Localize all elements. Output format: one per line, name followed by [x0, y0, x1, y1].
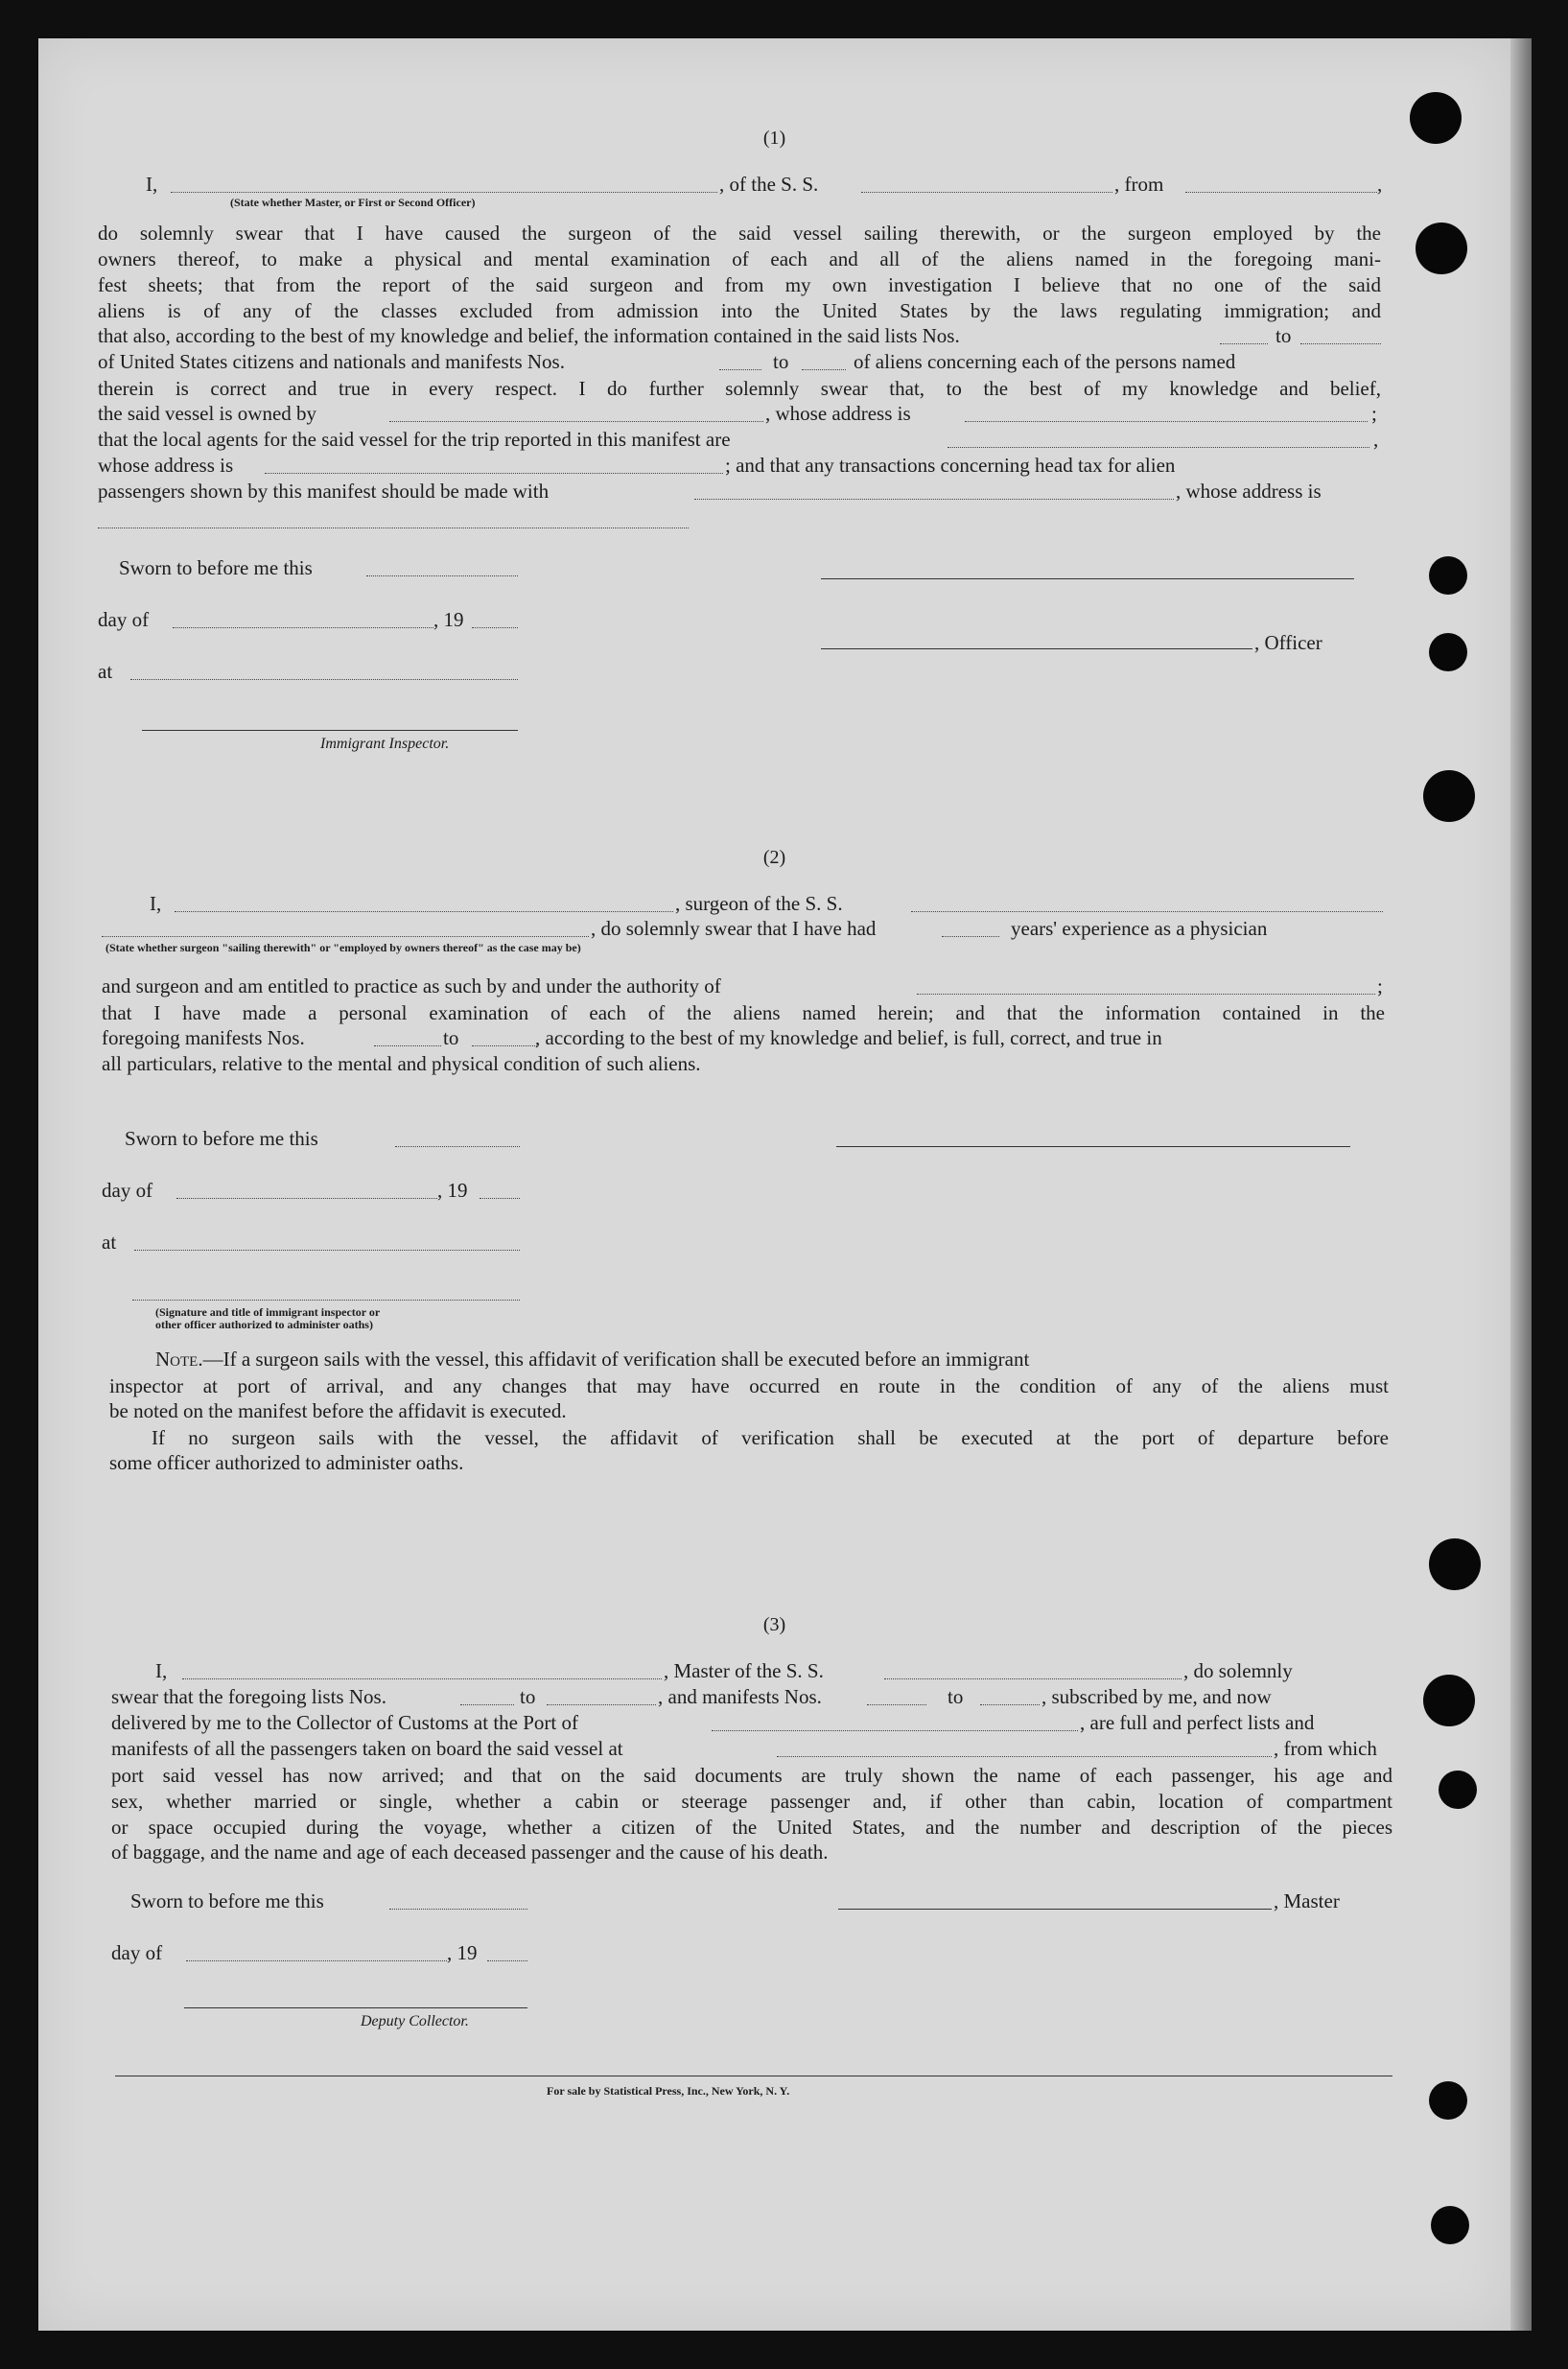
s1-officer-name-blank[interactable]: [171, 192, 717, 193]
s1-owner-blank[interactable]: [389, 421, 763, 422]
s1-owned-by-label: the said vessel is owned by: [98, 402, 317, 425]
s1-line5-to: to: [1275, 324, 1292, 347]
s2-years-blank[interactable]: [942, 936, 999, 937]
manifest-verification-page: [38, 38, 1510, 2331]
s2-note-line-2: inspector at port of arrival, and any changes that may have occurred en route in the condition of any of the aliens must: [109, 1374, 1389, 1397]
s2-year-blank[interactable]: [480, 1198, 520, 1199]
s1-inspector-caption: Immigrant Inspector.: [320, 736, 450, 752]
s1-line6-text-b: of aliens concerning each of the persons named: [854, 350, 1236, 373]
s2-day-of-label: day of: [102, 1179, 153, 1202]
s3-master-name-blank[interactable]: [182, 1678, 662, 1679]
s3-body-line-7: or space occupied during the voyage, whether a citizen of the United States, and the number and description of the pieces: [111, 1816, 1392, 1839]
s1-body-line-2: owners thereof, to make a physical and mental examination of each and all of the aliens named in the foregoing mani-: [98, 247, 1381, 270]
s2-sworn-label: Sworn to before me this: [125, 1127, 318, 1150]
s1-officer-signature-line[interactable]: [821, 578, 1354, 579]
s1-body-line-7: therein is correct and true in every respect. I do further solemnly swear that, to the best of my knowledge and belief,: [98, 377, 1381, 400]
binder-hole: [1431, 2206, 1469, 2244]
s2-signature-caption-1: (Signature and title of immigrant inspector or: [155, 1305, 381, 1319]
s3-sworn-date-blank[interactable]: [389, 1909, 527, 1910]
s1-from-port-blank[interactable]: [1185, 192, 1377, 193]
section-3-number: (3): [762, 1614, 786, 1635]
s3-body-line-5: port said vessel has now arrived; and that on the said documents are truly shown the name of each passenger, his age and: [111, 1764, 1392, 1787]
s1-agents-label: that the local agents for the said vessel for the trip reported in this manifest are: [98, 428, 731, 451]
s2-i-label: I,: [150, 892, 162, 915]
s3-list-from-blank[interactable]: [460, 1704, 514, 1705]
s1-year-label: , 19: [433, 608, 464, 631]
s2-year-label: , 19: [437, 1179, 468, 1202]
s1-of-ss-label: , of the S. S.: [719, 173, 819, 196]
s1-officer-caption: (State whether Master, or First or Second Officer): [230, 196, 476, 209]
s1-agent-address-blank[interactable]: [265, 473, 723, 474]
s2-note-line-4: If no surgeon sails with the vessel, the affidavit of verification shall be executed at the port of departure before: [152, 1426, 1389, 1449]
s1-owner-address-blank[interactable]: [965, 421, 1368, 422]
s2-manifest-to-blank[interactable]: [472, 1045, 537, 1046]
s1-list-to-blank[interactable]: [1300, 343, 1381, 344]
s3-taken-on-board-label: manifests of all the passengers taken on board the said vessel at: [111, 1737, 623, 1760]
s2-surgeon-of-ss-label: , surgeon of the S. S.: [675, 892, 843, 915]
page-edge-shadow: [1510, 38, 1532, 2331]
s3-deputy-signature-line[interactable]: [184, 2007, 527, 2008]
binder-hole: [1416, 223, 1467, 274]
s1-list-from-blank[interactable]: [1220, 343, 1268, 344]
s3-lists-label: swear that the foregoing lists Nos.: [111, 1685, 386, 1708]
s2-signature-caption-2: other officer authorized to administer oaths): [155, 1318, 373, 1331]
s1-line6-text: of United States citizens and nationals and manifests Nos.: [98, 350, 565, 373]
s1-manifest-from-blank[interactable]: [719, 369, 761, 370]
s2-at-blank[interactable]: [134, 1250, 520, 1251]
s1-manifest-to-blank[interactable]: [802, 369, 846, 370]
s2-surgeon-signature-line[interactable]: [836, 1146, 1350, 1147]
s1-month-blank[interactable]: [173, 627, 433, 628]
s3-year-blank[interactable]: [487, 1960, 527, 1961]
s3-deputy-caption: Deputy Collector.: [361, 2013, 469, 2029]
s2-years-experience-text: years' experience as a physician: [1011, 917, 1268, 940]
s2-ship-name-blank[interactable]: [911, 911, 1383, 912]
binder-hole: [1429, 1538, 1481, 1590]
s2-at-label: at: [102, 1231, 117, 1254]
s2-surgeon-caption: (State whether surgeon "sailing therewith" or "employed by owners thereof" as the case may be): [105, 941, 581, 954]
s3-port-label: delivered by me to the Collector of Customs at the Port of: [111, 1711, 578, 1734]
s1-ship-name-blank[interactable]: [861, 192, 1112, 193]
binder-hole: [1423, 1675, 1475, 1726]
s1-at-blank[interactable]: [130, 679, 518, 680]
s3-manifest-from-blank[interactable]: [867, 1704, 926, 1705]
s2-manifest-from-blank[interactable]: [374, 1045, 441, 1046]
binder-hole: [1410, 92, 1462, 144]
s3-do-solemnly-text: , do solemnly: [1183, 1659, 1293, 1682]
section-2-number: (2): [762, 847, 786, 868]
s3-embark-port-blank[interactable]: [777, 1756, 1272, 1757]
binder-hole: [1429, 633, 1467, 671]
s2-authority-text: and surgeon and am entitled to practice as such by and under the authority of: [102, 974, 721, 997]
s2-solemnly-swear-text: , do solemnly swear that I have had: [591, 917, 877, 940]
s1-end-comma: ,: [1377, 173, 1383, 196]
s3-manifests-label: , and manifests Nos.: [658, 1685, 822, 1708]
printer-footer: For sale by Statistical Press, Inc., New York, N. Y.: [547, 2084, 790, 2098]
s1-sworn-date-blank[interactable]: [366, 575, 518, 576]
s2-official-signature-line[interactable]: [132, 1300, 520, 1301]
s1-body-line-4: aliens is of any of the classes excluded from admission into the United States by the laws regulating immigration; and: [98, 299, 1381, 322]
s1-sworn-label: Sworn to before me this: [119, 556, 313, 579]
s2-line3-end: ;: [1377, 974, 1383, 997]
s1-body-line-3: fest sheets; that from the report of the said surgeon and from my own investigation I believe that no one of the said: [98, 273, 1381, 296]
s3-sworn-label: Sworn to before me this: [130, 1889, 324, 1912]
s1-body-line-1: do solemnly swear that I have caused the surgeon of the said vessel sailing therewith, or the surgeon employed by the: [98, 222, 1381, 245]
s2-line5-text-b: , according to the best of my knowledge and belief, is full, correct, and true in: [535, 1026, 1162, 1049]
s1-line5-text: that also, according to the best of my knowledge and belief, the information contained in the said lists Nos.: [98, 324, 960, 347]
s2-note-text-1: —If a surgeon sails with the vessel, this affidavit of verification shall be executed before an immigrant: [202, 1348, 1030, 1371]
s1-line6-to: to: [773, 350, 789, 373]
s1-agents-blank[interactable]: [948, 447, 1369, 448]
s1-inspector-signature-line[interactable]: [142, 730, 518, 731]
s1-officer-label: , Officer: [1254, 631, 1322, 654]
s1-owner-address-label: , whose address is: [765, 402, 911, 425]
s3-master-signature-line[interactable]: [838, 1909, 1272, 1910]
s2-note-label: Note.: [155, 1348, 203, 1371]
binder-hole: [1439, 1771, 1477, 1809]
s3-port-blank[interactable]: [712, 1730, 1078, 1731]
s1-transactions-label: passengers shown by this manifest should be made with: [98, 480, 550, 503]
s1-head-tax-text: ; and that any transactions concerning head tax for alien: [725, 454, 1176, 477]
s1-at-label: at: [98, 660, 113, 683]
s3-from-which-text: , from which: [1274, 1737, 1377, 1760]
s3-manifest-to-label: to: [948, 1685, 964, 1708]
s1-i-label: I,: [146, 173, 158, 196]
s3-master-label: , Master: [1274, 1889, 1340, 1912]
s1-transactions-address-label: , whose address is: [1176, 480, 1322, 503]
binder-hole: [1429, 2081, 1467, 2120]
s3-year-label: , 19: [447, 1941, 478, 1964]
s1-day-of-label: day of: [98, 608, 150, 631]
s2-note-line-5: some officer authorized to administer oaths.: [109, 1451, 464, 1474]
s1-officer-name-line[interactable]: [821, 648, 1252, 649]
s3-manifest-to-blank[interactable]: [980, 1704, 1040, 1705]
s1-transactions-blank[interactable]: [694, 499, 1174, 500]
s3-body-line-6: sex, whether married or single, whether a cabin or steerage passenger and, if other than cabin, location of compartment: [111, 1790, 1392, 1813]
s1-agent-address-label: whose address is: [98, 454, 234, 477]
s1-year-blank[interactable]: [472, 627, 518, 628]
s1-line9-end: ,: [1373, 428, 1379, 451]
s3-day-of-label: day of: [111, 1941, 163, 1964]
s2-authority-blank[interactable]: [917, 994, 1375, 995]
s2-surgeon-name-blank[interactable]: [175, 911, 673, 912]
binder-hole: [1423, 770, 1475, 822]
s3-subscribed-text: , subscribed by me, and now: [1041, 1685, 1272, 1708]
s2-body-line-4: that I have made a personal examination of each of the aliens named herein; and that the information contained in the: [102, 1001, 1385, 1024]
s3-list-to-label: to: [520, 1685, 536, 1708]
s1-from-label: , from: [1114, 173, 1164, 196]
s2-surgeon-status-blank[interactable]: [102, 936, 589, 937]
s2-manifests-label: foregoing manifests Nos.: [102, 1026, 305, 1049]
s3-i-label: I,: [155, 1659, 168, 1682]
s2-sworn-date-blank[interactable]: [395, 1146, 520, 1147]
s2-manifest-to-label: to: [443, 1026, 459, 1049]
s2-note-line-3: be noted on the manifest before the affidavit is executed.: [109, 1399, 567, 1422]
s2-body-line-6: all particulars, relative to the mental and physical condition of such aliens.: [102, 1052, 701, 1075]
s3-perfect-lists-text: , are full and perfect lists and: [1080, 1711, 1315, 1734]
s3-ship-name-blank[interactable]: [884, 1678, 1182, 1679]
binder-hole: [1429, 556, 1467, 595]
s2-month-blank[interactable]: [176, 1198, 437, 1199]
s3-list-to-blank[interactable]: [547, 1704, 656, 1705]
s3-body-line-8: of baggage, and the name and age of each deceased passenger and the cause of his death.: [111, 1841, 829, 1864]
s2-note-line-1: [155, 1348, 1029, 1372]
s3-master-of-ss-label: , Master of the S. S.: [664, 1659, 824, 1682]
section-1-number: (1): [762, 128, 786, 149]
s3-month-blank[interactable]: [186, 1960, 447, 1961]
s1-line8-end: ;: [1371, 402, 1377, 425]
